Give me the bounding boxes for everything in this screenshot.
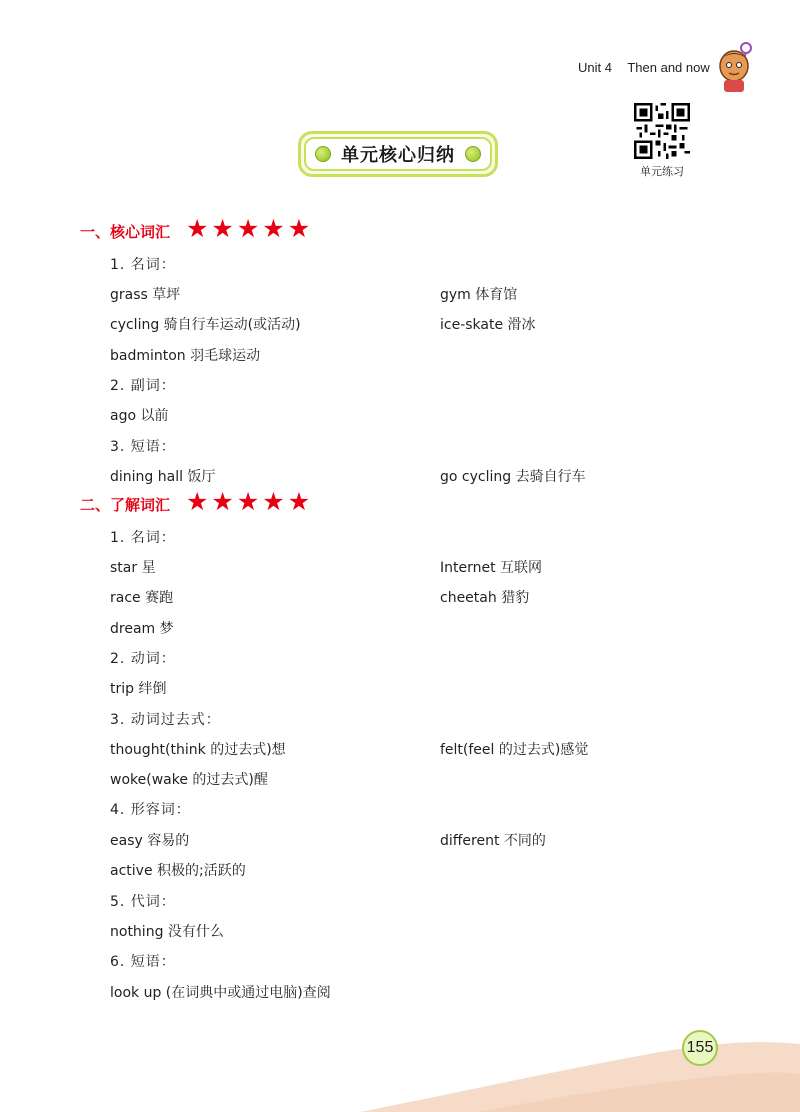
subheading-adverbs: 2. 副词： xyxy=(110,378,176,394)
vocab-item: dream 梦 xyxy=(110,621,174,637)
star-icon: ★ xyxy=(287,215,311,243)
vocab-item: woke(wake 的过去式)醒 xyxy=(110,772,268,788)
vocab-item: grass 草坪 xyxy=(110,287,181,303)
qr-code-icon xyxy=(634,103,690,159)
green-dot-icon xyxy=(465,146,481,162)
star-icon: ★ xyxy=(262,215,285,243)
vocab-item: gym 体育馆 xyxy=(440,287,518,303)
vocab-item: badminton 羽毛球运动 xyxy=(110,348,261,364)
vocab-item: cheetah 猎豹 xyxy=(440,590,530,606)
subheading-phrases: 3. 短语： xyxy=(110,439,176,455)
vocab-item: felt(feel 的过去式)感觉 xyxy=(440,742,589,758)
subheading-nouns: 1. 名词： xyxy=(110,257,176,273)
vocab-item: race 赛跑 xyxy=(110,590,174,606)
star-icon: ★ xyxy=(236,215,260,243)
subheading-adjectives: 4. 形容词： xyxy=(110,802,191,818)
vocab-item: easy 容易的 xyxy=(110,833,190,849)
section-banner xyxy=(298,131,498,177)
vocab-item: cycling 骑自行车运动(或活动) xyxy=(110,317,301,333)
vocab-item: trip 绊倒 xyxy=(110,681,167,697)
banner-title: 单元核心归纳 xyxy=(341,145,455,166)
star-icon: ★ xyxy=(211,488,234,516)
subheading-phrases: 6. 短语： xyxy=(110,954,176,970)
mascot-icon xyxy=(712,40,762,94)
star-icon: ★ xyxy=(287,488,311,516)
subheading-past-tense: 3. 动词过去式： xyxy=(110,712,221,728)
vocab-item: ice-skate 滑冰 xyxy=(440,317,536,333)
rating-stars xyxy=(186,217,310,242)
unit-label: Unit 4 xyxy=(578,60,612,75)
star-icon: ★ xyxy=(262,488,285,516)
subheading-verbs: 2. 动词： xyxy=(110,651,176,667)
unit-topic: Then and now xyxy=(627,60,710,75)
subheading-pronouns: 5. 代词： xyxy=(110,894,176,910)
star-icon: ★ xyxy=(211,215,234,243)
star-icon: ★ xyxy=(236,488,260,516)
vocab-item: go cycling 去骑自行车 xyxy=(440,469,586,485)
rating-stars xyxy=(186,490,310,515)
subheading-nouns: 1. 名词： xyxy=(110,530,176,546)
star-icon: ★ xyxy=(186,215,209,243)
vocab-item: nothing 没有什么 xyxy=(110,924,224,940)
footer-wave xyxy=(0,1030,800,1112)
vocab-item: star 星 xyxy=(110,560,156,576)
vocab-item: ago 以前 xyxy=(110,408,169,424)
running-header xyxy=(578,60,722,75)
section-heading-core-vocab: 一、核心词汇 xyxy=(80,223,171,241)
qr-caption: 单元练习 xyxy=(640,166,684,178)
vocab-item: dining hall 饭厅 xyxy=(110,469,216,485)
vocab-item: active 积极的;活跃的 xyxy=(110,863,246,879)
section-heading-extended-vocab: 二、了解词汇 xyxy=(80,496,171,514)
green-dot-icon xyxy=(315,146,331,162)
vocab-item: Internet 互联网 xyxy=(440,560,543,576)
vocab-item: different 不同的 xyxy=(440,833,546,849)
vocab-item: look up (在词典中或通过电脑)查阅 xyxy=(110,985,331,1001)
star-icon: ★ xyxy=(186,488,209,516)
page-number: 155 xyxy=(682,1030,718,1066)
vocab-item: thought(think 的过去式)想 xyxy=(110,742,286,758)
